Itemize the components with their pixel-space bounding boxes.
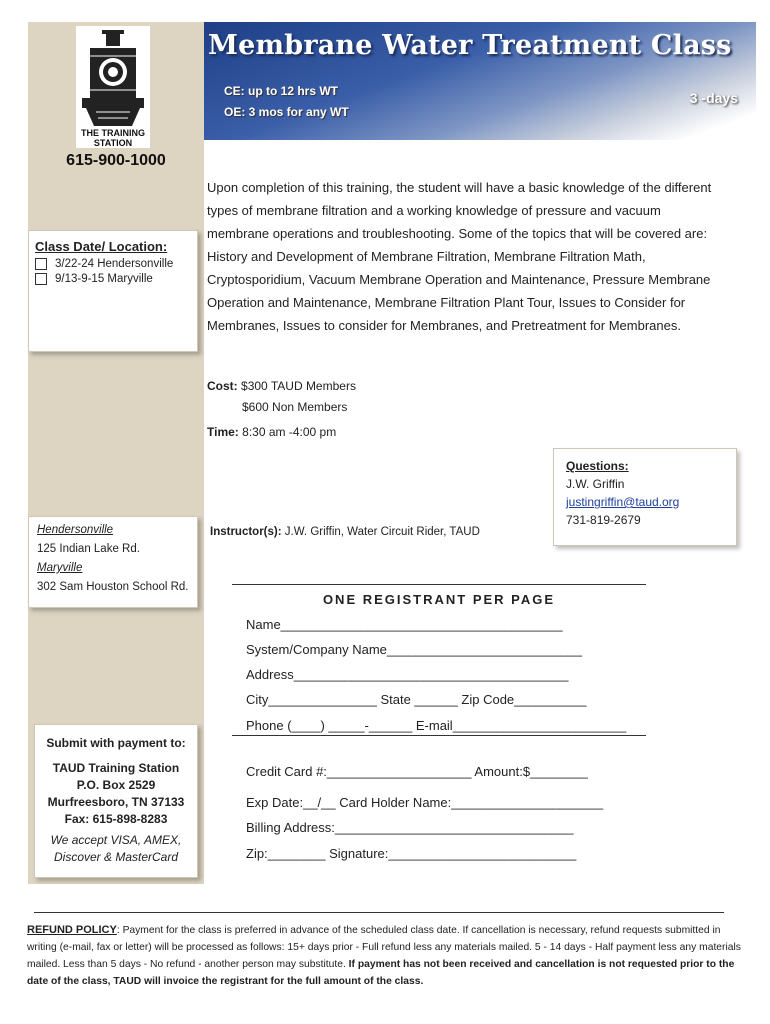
submit-payment-box [34,724,198,878]
submit-org: TAUD Training Station [52,761,180,775]
main-phone-number: 615-900-1000 [66,152,166,169]
divider-refund [34,912,724,913]
header-banner [204,22,756,140]
date-option-label: 9/13-9-15 Maryville [55,273,153,285]
date-option-label: 3/22-24 Hendersonville [55,258,174,270]
phone-email-field[interactable]: Phone (____) _____-______ E-mail________________________ [246,718,627,733]
class-dates-box [28,230,198,352]
submit-po-box: P.O. Box 2529 [76,778,156,792]
zip-signature-field[interactable]: Zip:________ Signature:__________________________ [246,846,577,861]
oe-credits: OE: 3 mos for any WT [224,105,349,119]
class-dates-title: Class Date/ Location: [35,239,168,254]
training-station-logo [76,26,150,148]
logo-text-line1: THE TRAINING [81,128,145,138]
refund-bold-note: If payment has not been received and cancellation is not requested prior to the date of the class, TAUD will invoice the registrant for the full amount of the class. [27,959,735,987]
time-value: 8:30 am -4:00 pm [242,425,337,439]
refund-body: : Payment for the class is preferred in advance of the scheduled class date. If cancellation is necessary, refund requests submitted in writing (e-mail, fax or letter) will be processed as follows: 15+ days prior - Full refund less any materials mailed. 5 - 14 days - Half payment less any materials mailed. Less than 5 days - No refund - another person may substitute. [27,925,741,970]
location-address-hendersonville: 125 Indian Lake Rd. [37,543,140,555]
time-section [207,425,336,439]
company-field[interactable]: System/Company Name___________________________ [246,642,583,657]
accepted-cards-line2: Discover & MasterCard [53,850,179,864]
class-duration: 3 -days [689,90,738,106]
city-state-zip-field[interactable]: City_______________ State ______ Zip Code__________ [246,692,587,707]
billing-address-field[interactable]: Billing Address:_________________________________ [246,820,574,835]
submit-fax: Fax: 615-898-8283 [64,812,168,826]
location-city-maryville: Maryville [37,562,83,574]
questions-box [553,448,737,546]
divider-bottom [232,735,646,736]
date-option-2[interactable] [35,273,191,285]
instructor-value: J.W. Griffin, Water Circuit Rider, TAUD [284,526,480,538]
refund-policy [27,922,747,990]
instructor-line [210,526,480,538]
submit-title: Submit with payment to: [46,736,186,750]
credit-card-field[interactable]: Credit Card #:____________________ Amount:$________ [246,764,588,779]
submit-city: Murfreesboro, TN 37133 [47,795,185,809]
checkbox-date-2[interactable] [35,273,47,285]
cost-non-members: $600 Non Members [242,400,348,414]
address-field[interactable]: Address______________________________________ [246,667,569,682]
checkbox-date-1[interactable] [35,258,47,270]
instructor-label: Instructor(s): [210,526,282,538]
ce-credits: CE: up to 12 hrs WT [224,84,338,98]
locations-box [28,516,198,608]
name-field[interactable]: Name_______________________________________ [246,617,563,632]
location-city-hendersonville: Hendersonville [37,524,114,536]
accepted-cards-line1: We accept VISA, AMEX, [50,833,182,847]
divider-top [232,584,646,585]
refund-heading: REFUND POLICY [27,924,117,936]
registration-title: ONE REGISTRANT PER PAGE [322,592,556,607]
location-address-maryville: 302 Sam Houston School Rd. [37,581,189,593]
contact-phone: 731-819-2679 [566,513,641,527]
questions-title: Questions: [566,459,629,473]
exp-date-cardholder-field[interactable]: Exp Date:__/__ Card Holder Name:_____________________ [246,795,604,810]
cost-label: Cost: [207,379,238,393]
time-label: Time: [207,425,239,439]
logo-text-line2: STATION [93,138,133,148]
page-title: Membrane Water Treatment Class [208,30,732,61]
course-description: Upon completion of this training, the student will have a basic knowledge of the different types of membrane filtration and a working knowledge of pressure and vacuum membrane operations and troubleshooting. Some of the topics that will be covered are: History and Development of Membrane Filtration, Membrane Filtration Math, Cryptosporidium, Vacuum Membrane Operation and Maintenance, Pressure Membrane Operation and Maintenance, Membrane Filtration Plant Tour, Issues to Consider for Membranes, Issues to consider for Membranes, and Pretreatment for Membranes. [207,180,712,333]
cost-section [207,376,356,418]
date-option-1[interactable] [35,258,191,270]
contact-email-link[interactable]: justingriffin@taud.org [566,495,680,509]
cost-members: $300 TAUD Members [241,379,356,393]
contact-name: J.W. Griffin [566,477,625,491]
